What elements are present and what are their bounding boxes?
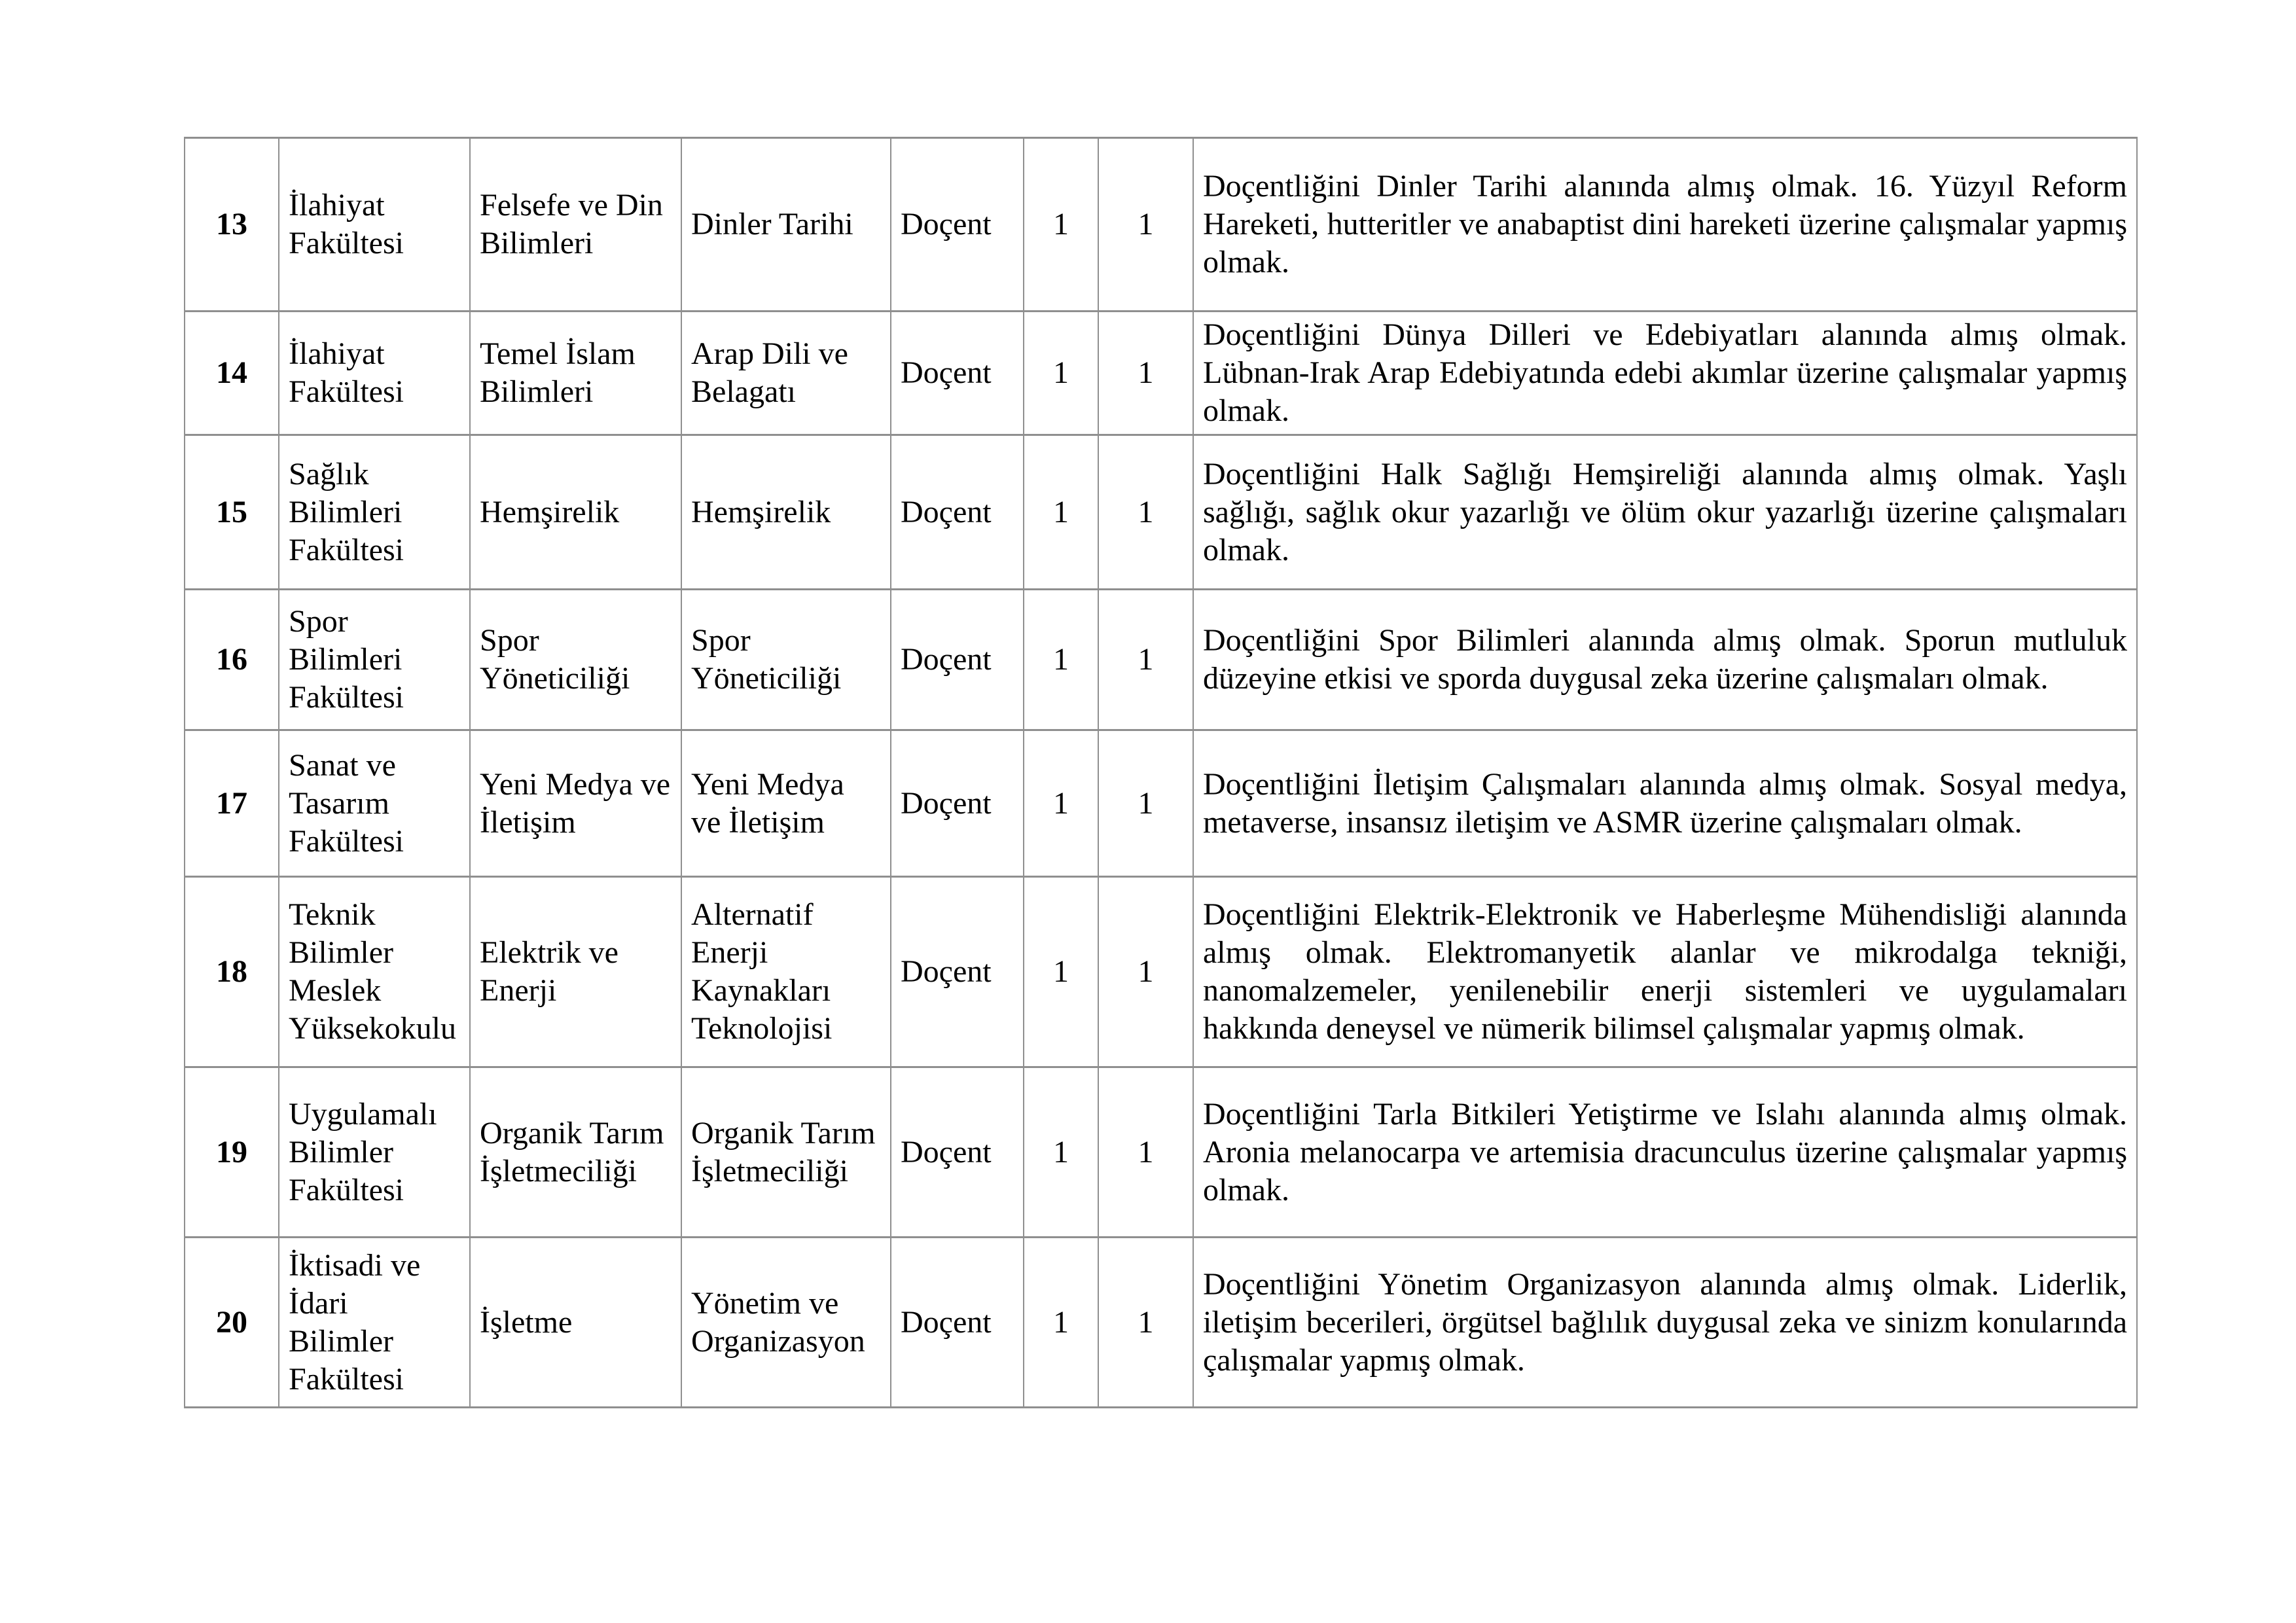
department-cell: Temel İslam Bilimleri [470,312,681,435]
department-cell: İşletme [470,1238,681,1408]
row-number-cell: 18 [185,877,279,1067]
department-cell: Spor Yöneticiliği [470,590,681,730]
count-cell: 1 [1098,435,1193,590]
requirements-cell: Doçentliğini Dünya Dilleri ve Edebiyatları alanında almış olmak. Lübnan-Irak Arap Edebiyatında edebi akımlar üzerine çalışmalar yapmış olmak. [1193,312,2137,435]
row-number-cell: 14 [185,312,279,435]
count-cell: 1 [1098,730,1193,877]
table-body [185,138,2137,1408]
grade-cell: 1 [1024,1067,1098,1238]
table-row [185,590,2137,730]
requirements-cell: Doçentliğini Halk Sağlığı Hemşireliği alanında almış olmak. Yaşlı sağlığı, sağlık okur yazarlığı ve ölüm okur yazarlığı üzerine çalışmaları olmak. [1193,435,2137,590]
grade-cell: 1 [1024,877,1098,1067]
program-cell: Hemşirelik [681,435,891,590]
requirements-cell: Doçentliğini İletişim Çalışmaları alanında almış olmak. Sosyal medya, metaverse, insansız iletişim ve ASMR üzerine çalışmaları olmak. [1193,730,2137,877]
faculty-cell: Teknik Bilimler Meslek Yüksekokulu [279,877,470,1067]
grade-cell: 1 [1024,1238,1098,1408]
requirements-cell: Doçentliğini Elektrik-Elektronik ve Haberleşme Mühendisliği alanında almış olmak. Elektromanyetik alanlar ve mikrodalga tekniği, nanomalzemeler, yenilenebilir enerji sistemleri ve uygulamaları hakkında deneysel ve nümerik bilimsel çalışmalar yapmış olmak. [1193,877,2137,1067]
count-cell: 1 [1098,138,1193,312]
table-row [185,1067,2137,1238]
program-cell: Alternatif Enerji Kaynakları Teknolojisi [681,877,891,1067]
title-cell: Doçent [891,1067,1024,1238]
faculty-cell: İlahiyat Fakültesi [279,312,470,435]
department-cell: Felsefe ve Din Bilimleri [470,138,681,312]
count-cell: 1 [1098,312,1193,435]
department-cell: Yeni Medya ve İletişim [470,730,681,877]
row-number-cell: 15 [185,435,279,590]
faculty-cell: Sanat ve Tasarım Fakültesi [279,730,470,877]
faculty-cell: Sağlık Bilimleri Fakültesi [279,435,470,590]
faculty-cell: Uygulamalı Bilimler Fakültesi [279,1067,470,1238]
count-cell: 1 [1098,1067,1193,1238]
department-cell: Hemşirelik [470,435,681,590]
program-cell: Organik Tarım İşletmeciliği [681,1067,891,1238]
count-cell: 1 [1098,877,1193,1067]
row-number-cell: 17 [185,730,279,877]
department-cell: Organik Tarım İşletmeciliği [470,1067,681,1238]
title-cell: Doçent [891,1238,1024,1408]
table-row [185,138,2137,312]
row-number-cell: 13 [185,138,279,312]
requirements-cell: Doçentliğini Yönetim Organizasyon alanında almış olmak. Liderlik, iletişim becerileri, örgütsel bağlılık duygusal zeka ve sinizm konularında çalışmalar yapmış olmak. [1193,1238,2137,1408]
title-cell: Doçent [891,138,1024,312]
program-cell: Dinler Tarihi [681,138,891,312]
title-cell: Doçent [891,312,1024,435]
row-number-cell: 20 [185,1238,279,1408]
requirements-cell: Doçentliğini Spor Bilimleri alanında almış olmak. Sporun mutluluk düzeyine etkisi ve sporda duygusal zeka üzerine çalışmaları olmak. [1193,590,2137,730]
grade-cell: 1 [1024,730,1098,877]
requirements-cell: Doçentliğini Tarla Bitkileri Yetiştirme ve Islahı alanında almış olmak. Aronia melanocarpa ve artemisia dracunculus üzerine çalışmalar yapmış olmak. [1193,1067,2137,1238]
program-cell: Arap Dili ve Belagatı [681,312,891,435]
program-cell: Spor Yöneticiliği [681,590,891,730]
table-row [185,877,2137,1067]
count-cell: 1 [1098,1238,1193,1408]
department-cell: Elektrik ve Enerji [470,877,681,1067]
positions-table [184,137,2138,1408]
title-cell: Doçent [891,877,1024,1067]
faculty-cell: İlahiyat Fakültesi [279,138,470,312]
grade-cell: 1 [1024,590,1098,730]
faculty-cell: Spor Bilimleri Fakültesi [279,590,470,730]
title-cell: Doçent [891,730,1024,877]
faculty-cell: İktisadi ve İdari Bilimler Fakültesi [279,1238,470,1408]
table-row [185,1238,2137,1408]
grade-cell: 1 [1024,138,1098,312]
grade-cell: 1 [1024,312,1098,435]
table-row [185,730,2137,877]
row-number-cell: 19 [185,1067,279,1238]
table-row [185,312,2137,435]
title-cell: Doçent [891,590,1024,730]
requirements-cell: Doçentliğini Dinler Tarihi alanında almış olmak. 16. Yüzyıl Reform Hareketi, hutteritler ve anabaptist dini hareketi üzerine çalışmalar yapmış olmak. [1193,138,2137,312]
row-number-cell: 16 [185,590,279,730]
table-row [185,435,2137,590]
count-cell: 1 [1098,590,1193,730]
program-cell: Yönetim ve Organizasyon [681,1238,891,1408]
title-cell: Doçent [891,435,1024,590]
program-cell: Yeni Medya ve İletişim [681,730,891,877]
grade-cell: 1 [1024,435,1098,590]
